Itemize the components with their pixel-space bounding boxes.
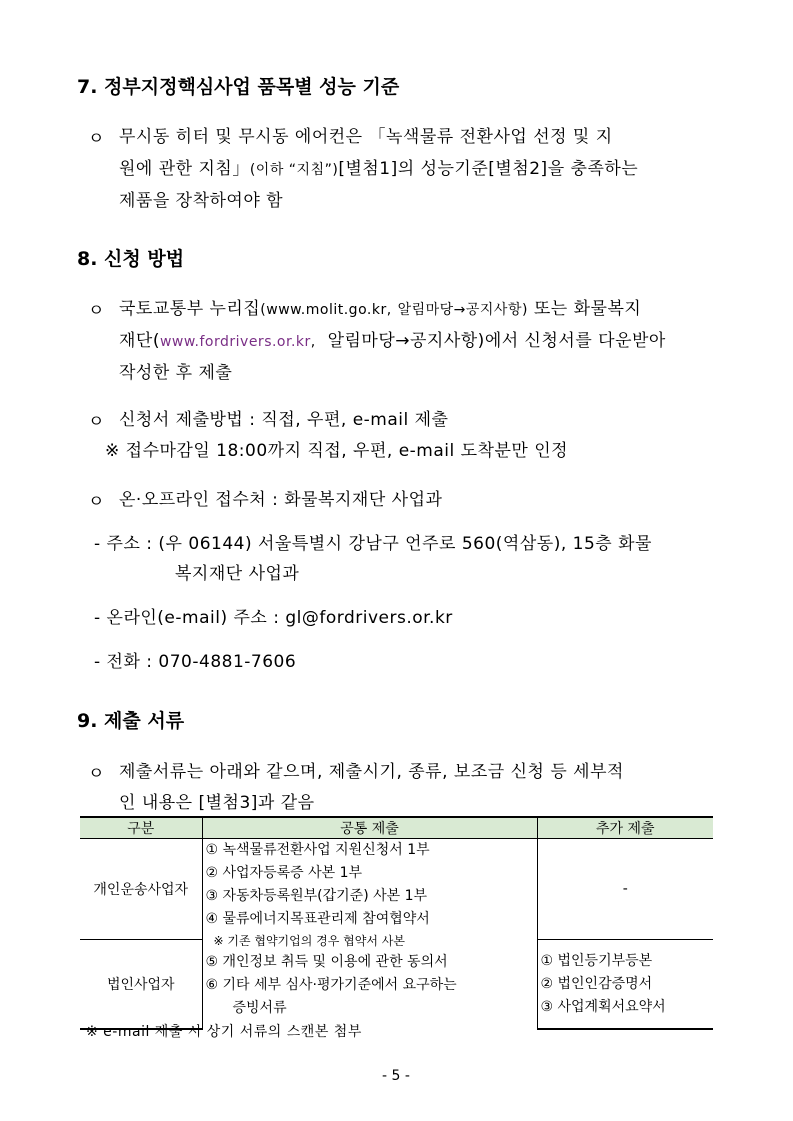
common-doc-item: ④ 물류에너지목표관리제 참여협약서 <box>205 911 430 927</box>
bullet: ㅇ <box>88 492 105 512</box>
row2-extra-cell <box>537 940 713 1030</box>
s8-b1-line-1 <box>119 294 641 319</box>
common-doc-note: ※ 기존 협약기업의 경우 협약서 사본 <box>213 934 405 948</box>
section-7-heading: 7. 정부지정핵심사업 품목별 성능 기준 <box>77 76 400 98</box>
s8-b1-l2b: , <box>310 334 316 350</box>
common-doc-item: ③ 자동차등록원부(갑기준) 사본 1부 <box>205 888 428 904</box>
extra-doc-item: ③ 사업계획서요약서 <box>540 998 666 1015</box>
bullet: ㅇ <box>88 129 105 149</box>
common-doc-item: ② 사업자등록증 사본 1부 <box>205 865 363 881</box>
s9-line-1: 제출서류는 아래와 같으며, 제출시기, 종류, 보조금 신청 등 세부적 <box>119 762 624 782</box>
bullet: ㅇ <box>88 301 105 321</box>
extra-doc-item: ① 법인등기부등본 <box>540 952 653 969</box>
s9-line-2: 인 내용은 [별첨3]과 같음 <box>119 793 315 813</box>
section-9-heading: 9. 제출 서류 <box>77 710 185 732</box>
s8-b1-l2c: 알림마당→공지사항)에서 신청서를 다운받아 <box>327 331 666 351</box>
bullet: ㅇ <box>88 412 105 432</box>
row-label-corporate: 법인사업자 <box>80 940 202 1030</box>
s8-b1-l1d: 또는 화물복지 <box>533 299 642 319</box>
s8-b3: 온·오프라인 접수처 : 화물복지재단 사업과 <box>119 490 443 510</box>
s7-line-3: 제품을 장착하여야 함 <box>119 191 284 211</box>
s8-b1-line-3: 작성한 후 제출 <box>119 363 233 383</box>
s7-line-2a: 원에 관한 지침」 <box>119 159 250 179</box>
s7-line-1: 무시동 히터 및 무시동 에어컨은 「녹색물류 전환사업 선정 및 지 <box>119 127 613 147</box>
phone: - 전화 : 070-4881-7606 <box>94 652 297 672</box>
row-label-individual: 개인운송사업자 <box>93 882 189 898</box>
s7-line-2 <box>119 154 638 179</box>
row1-extra: - <box>537 839 713 940</box>
s8-b1-l1b: (www.molit.go.kr, <box>260 302 392 318</box>
common-doc-item: ⑤ 개인정보 취득 및 이용에 관한 동의서 <box>205 954 448 970</box>
common-doc-item: 증빙서류 <box>232 1000 287 1016</box>
common-doc-item: ⑥ 기타 세부 심사·평가기준에서 요구하는 <box>205 977 457 993</box>
foundation-link[interactable]: www.fordrivers.or.kr <box>159 334 311 350</box>
col-header-common: 공통 제출 <box>202 817 537 839</box>
s8-b1-l1a: 국토교통부 누리집 <box>119 299 261 319</box>
s8-b1-line-2 <box>119 326 666 351</box>
address-line-2: 복지재단 사업과 <box>175 564 300 584</box>
col-header-extra: 추가 제출 <box>537 817 713 839</box>
footnote: ※ e-mail 제출 시 상기 서류의 스캔본 첨부 <box>86 1024 362 1040</box>
s8-b1-l2a: 재단( <box>119 331 160 351</box>
address-line-1: - 주소 : (우 06144) 서울특별시 강남구 언주로 560(역삼동), 15층 화물 <box>94 534 652 554</box>
s8-b2: 신청서 제출방법 : 직접, 우편, e-mail 제출 <box>119 410 449 430</box>
section-8-heading: 8. 신청 방법 <box>77 248 185 270</box>
s8-b1-l1c: 알림마당→공지사항) <box>397 302 528 318</box>
common-doc-item: ① 녹색물류전환사업 지원신청서 1부 <box>205 842 430 858</box>
online-address: - 온라인(e-mail) 주소 : gl@fordrivers.or.kr <box>94 608 453 628</box>
s8-b2-note: ※ 접수마감일 18:00까지 직접, 우편, e-mail 도착분만 인정 <box>105 441 569 461</box>
common-docs-cell <box>202 839 537 1030</box>
col-header-category: 구분 <box>80 817 202 839</box>
s7-line-2c: [별첨1]의 성능기준[별첨2]을 충족하는 <box>338 159 639 179</box>
extra-doc-item: ② 법인인감증명서 <box>540 975 653 992</box>
bullet: ㅇ <box>88 764 105 784</box>
submission-table <box>80 816 713 1030</box>
page-number: - 5 - <box>382 1068 410 1084</box>
s7-line-2b: (이하 “지침”) <box>249 162 339 178</box>
